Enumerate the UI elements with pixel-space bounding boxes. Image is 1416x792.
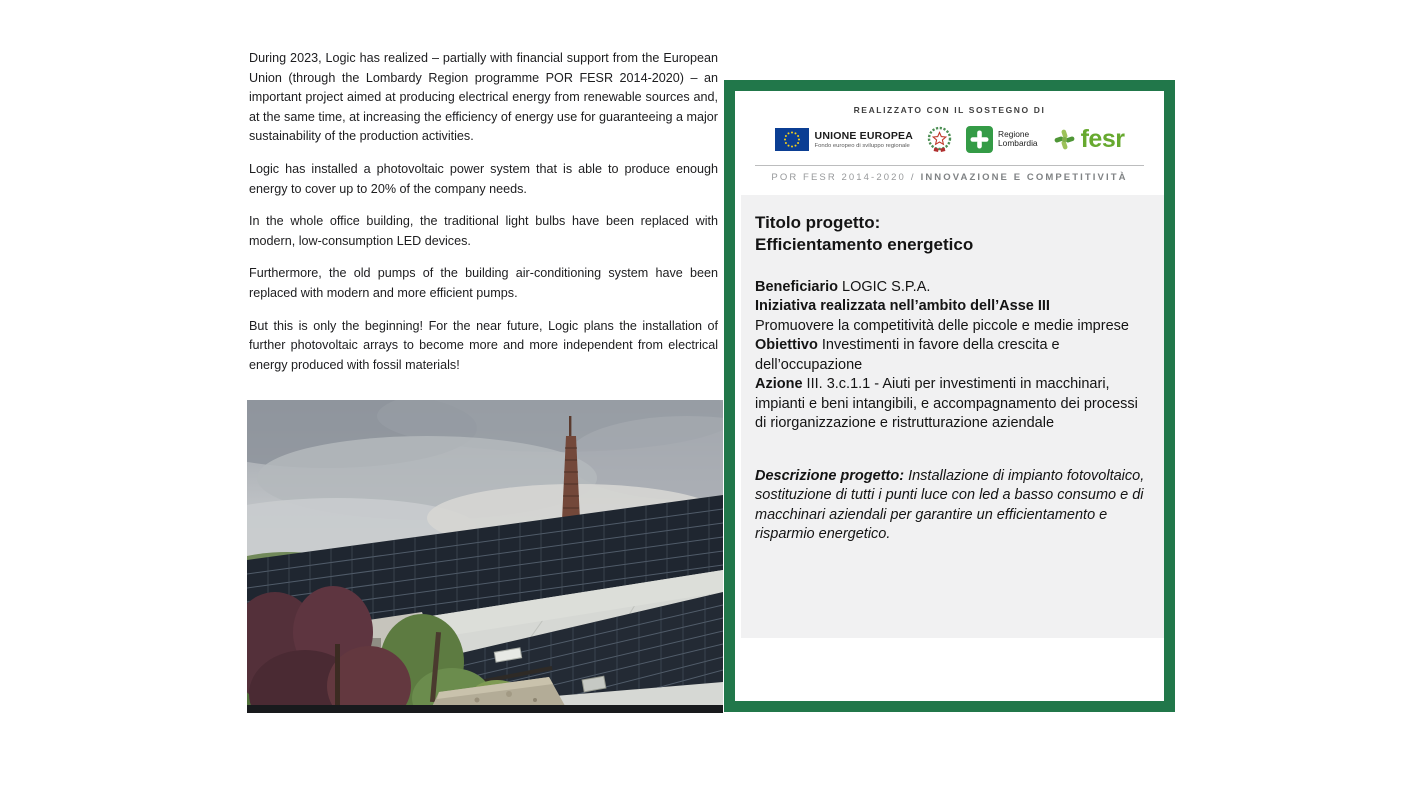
intro-paragraph-5: But this is only the beginning! For the near future, Logic plans the installation of further photovoltaic arrays to become more and more independent from electrical energy produced with fossil materials! xyxy=(249,318,718,372)
project-description-label: Descrizione progetto: xyxy=(755,467,905,484)
eu-flag-icon xyxy=(775,128,809,151)
field-obiettivo-label: Obiettivo xyxy=(755,337,818,354)
intro-text-column xyxy=(249,49,718,388)
lombardia-label-line1: Regione xyxy=(998,129,1030,139)
support-header: REALIZZATO CON IL SOSTEGNO DI xyxy=(853,105,1046,115)
field-iniziativa-label: Iniziativa realizzata nell’ambito dell’Asse III xyxy=(755,298,1050,315)
eu-logo-title: UNIONE EUROPEA xyxy=(814,129,914,142)
program-line-separator: / xyxy=(910,172,916,183)
intro-paragraph-1: During 2023, Logic has realized – partially with financial support from the European Union (through the Lombardy Region programme POR FESR 2014-2020) – an important project aimed at producing electrical energy from renewable sources and, at the same time, at increasing the efficiency of energy use for guaranteeing a major sustainability of the production activities. xyxy=(249,51,718,144)
field-azione-value: III. 3.c.1.1 - Aiuti per investimenti in macchinari, impianti e beni intangibili, e accompagnamento dei processi di riorganizzazione e ristrutturazione aziendale xyxy=(755,376,1138,432)
eu-logo-subtitle: Fondo europeo di sviluppo regionale xyxy=(814,142,910,149)
project-description xyxy=(755,467,1148,545)
project-fields xyxy=(755,278,1148,434)
intro-paragraph-3: In the whole office building, the traditional light bulbs have been replaced with modern, low-consumption LED devices. xyxy=(249,214,718,248)
program-line-right: INNOVAZIONE E COMPETITIVITÀ xyxy=(920,172,1128,183)
intro-paragraph-2: Logic has installed a photovoltaic power system that is able to produce enough energy to cover up to 20% of the company needs. xyxy=(249,161,718,196)
project-title-line1: Titolo progetto: xyxy=(755,213,881,232)
field-azione xyxy=(755,375,1148,434)
field-iniziativa xyxy=(755,297,1148,336)
italian-republic-emblem-icon xyxy=(926,126,953,153)
rosa-camuna-icon xyxy=(966,126,993,153)
field-obiettivo-value: Investimenti in favore della crescita e dell’occupazione xyxy=(755,337,1060,373)
program-line-left: POR FESR 2014-2020 xyxy=(771,172,906,183)
field-beneficiario-label: Beneficiario xyxy=(755,278,838,295)
field-beneficiario xyxy=(755,278,1148,298)
fesr-label: fesr xyxy=(1080,124,1125,153)
fesr-mark-icon xyxy=(1051,126,1078,153)
lombardia-label-line2: Lombardia xyxy=(998,138,1038,148)
project-details-box xyxy=(741,195,1164,638)
program-line xyxy=(735,172,1164,183)
field-obiettivo xyxy=(755,336,1148,375)
intro-paragraph-4: Furthermore, the old pumps of the building air-conditioning system have been replaced with modern and more efficient pumps. xyxy=(249,266,718,300)
eu-flag-logo xyxy=(775,128,913,151)
project-title-line2: Efficientamento energetico xyxy=(755,235,974,255)
field-iniziativa-value: Promuovere la competitività delle piccole e medie imprese xyxy=(755,317,1129,334)
solar-roof-photo-illustration xyxy=(247,400,723,713)
header-divider xyxy=(755,165,1144,166)
regione-lombardia-logo xyxy=(966,126,1038,153)
project-title xyxy=(755,212,1148,257)
field-beneficiario-value: LOGIC S.P.A. xyxy=(838,278,931,295)
project-description-text: Installazione di impianto fotovoltaico, sostituzione di tutti i punti luce con led a basso consumo e di macchinari aziendali per garantire un efficientamento e risparmio energetico. xyxy=(755,467,1145,543)
solar-roof-photo xyxy=(247,400,723,713)
field-azione-label: Azione xyxy=(755,376,803,393)
logos-row xyxy=(735,121,1164,157)
project-info-panel xyxy=(724,80,1175,712)
fesr-logo xyxy=(1051,126,1125,153)
